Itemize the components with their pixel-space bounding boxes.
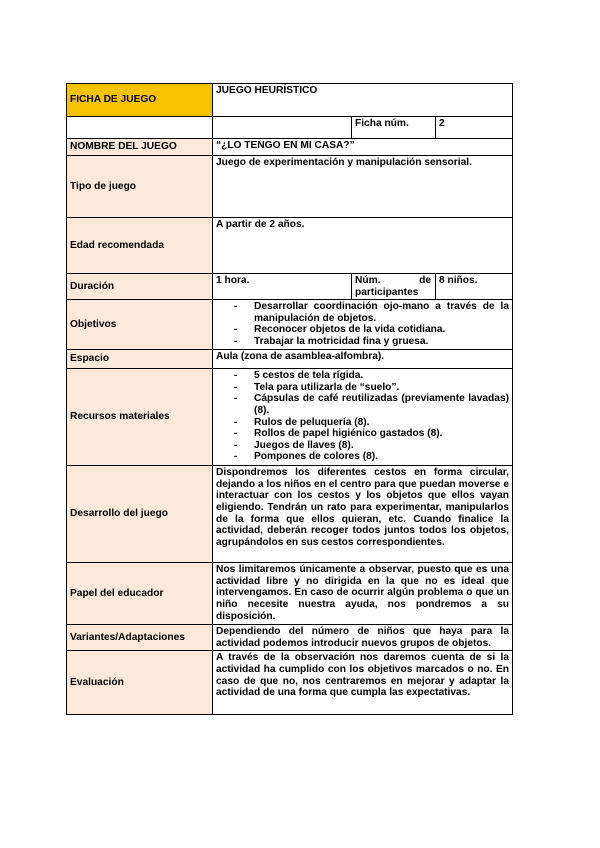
papel-label: Papel del educador xyxy=(67,563,213,625)
list-item: - 5 cestos de tela rígida. xyxy=(234,370,509,382)
objetivos-list xyxy=(216,301,509,347)
row-papel xyxy=(67,563,513,625)
row-espacio xyxy=(67,350,513,369)
row-duracion xyxy=(67,274,513,300)
variantes-label: Variantes/Adaptaciones xyxy=(67,625,213,651)
nombre-label: NOMBRE DEL JUEGO xyxy=(67,139,213,156)
participantes-value: 8 niños. xyxy=(436,274,513,300)
list-item: - Rollos de papel higiénico gastados (8). xyxy=(234,428,509,440)
desarrollo-value: Dispondremos los diferentes cestos en forma circular, dejando a los niños en el centro para que puedan moverse e interactuar con los cestos y los objetos que ellos vayan eligiendo. Tendrán un rato para experimentar, manipularlos de la forma que ellos quieran, etc. Cuando finalice la actividad, deberán recoger todos juntos todos los objetos, agrupándolos en sus cestos correspondientes. xyxy=(213,466,513,563)
ficha-num-label: Ficha núm. xyxy=(352,117,436,139)
game-heading: JUEGO HEURÍSTICO xyxy=(213,84,513,117)
row-variantes xyxy=(67,625,513,651)
edad-label: Edad recomendada xyxy=(67,218,213,274)
row-nombre xyxy=(67,139,513,156)
row-objetivos xyxy=(67,300,513,350)
list-item: - Trabajar la motricidad fina y gruesa. xyxy=(234,336,509,348)
recursos-list xyxy=(216,370,509,463)
nombre-value: “¿LO TENGO EN MI CASA?” xyxy=(213,139,513,156)
list-item: - Pompones de colores (8). xyxy=(234,451,509,463)
desarrollo-label: Desarrollo del juego xyxy=(67,466,213,563)
list-item: - Juegos de llaves (8). xyxy=(234,440,509,452)
list-item: - Cápsulas de café reutilizadas (previamente lavadas) (8). xyxy=(234,393,509,416)
list-item: - Desarrollar coordinación ojo-mano a través de la manipulación de objetos. xyxy=(234,301,509,324)
papel-value: Nos limitaremos únicamente a observar, puesto que es una actividad libre y no dirigida en la que no es ideal que intervengamos. En caso de ocurrir algún problema o que un niño necesite nuestra ayuda, nos pondremos a su disposición. xyxy=(213,563,513,625)
recursos-label: Recursos materiales xyxy=(67,369,213,466)
row-tipo xyxy=(67,156,513,218)
objetivos-label: Objetivos xyxy=(67,300,213,350)
row-desarrollo xyxy=(67,466,513,563)
tipo-label: Tipo de juego xyxy=(67,156,213,218)
row-evaluacion xyxy=(67,651,513,715)
edad-value: A partir de 2 años. xyxy=(213,218,513,274)
list-item: - Rulos de peluquería (8). xyxy=(234,417,509,429)
evaluacion-value: A través de la observación nos daremos cuenta de si la actividad ha cumplido con los objetivos marcados o no. En caso de que no, nos centraremos en mejorar y adaptar la actividad de una forma que cumpla las expectativas. xyxy=(213,651,513,715)
list-item: - Tela para utilizarla de “suelo”. xyxy=(234,382,509,394)
empty-cell xyxy=(67,117,213,139)
list-item: - Reconocer objetos de la vida cotidiana. xyxy=(234,324,509,336)
row-edad xyxy=(67,218,513,274)
header-row xyxy=(67,84,513,117)
duracion-label: Duración xyxy=(67,274,213,300)
row-recursos xyxy=(67,369,513,466)
recursos-value xyxy=(213,369,513,466)
evaluacion-label: Evaluación xyxy=(67,651,213,715)
espacio-value: Aula (zona de asamblea-alfombra). xyxy=(213,350,513,369)
ficha-label: FICHA DE JUEGO xyxy=(67,84,213,117)
duracion-value: 1 hora. xyxy=(213,274,352,300)
tipo-value: Juego de experimentación y manipulación sensorial. xyxy=(213,156,513,218)
ficha-num-row xyxy=(67,117,513,139)
espacio-label: Espacio xyxy=(67,350,213,369)
ficha-table xyxy=(66,83,513,715)
empty-cell xyxy=(213,117,352,139)
objetivos-value xyxy=(213,300,513,350)
ficha-num-value: 2 xyxy=(436,117,513,139)
variantes-value: Dependiendo del número de niños que haya para la actividad podemos introducir nuevos grupos de objetos. xyxy=(213,625,513,651)
participantes-label: Núm. de participantes xyxy=(352,274,436,300)
